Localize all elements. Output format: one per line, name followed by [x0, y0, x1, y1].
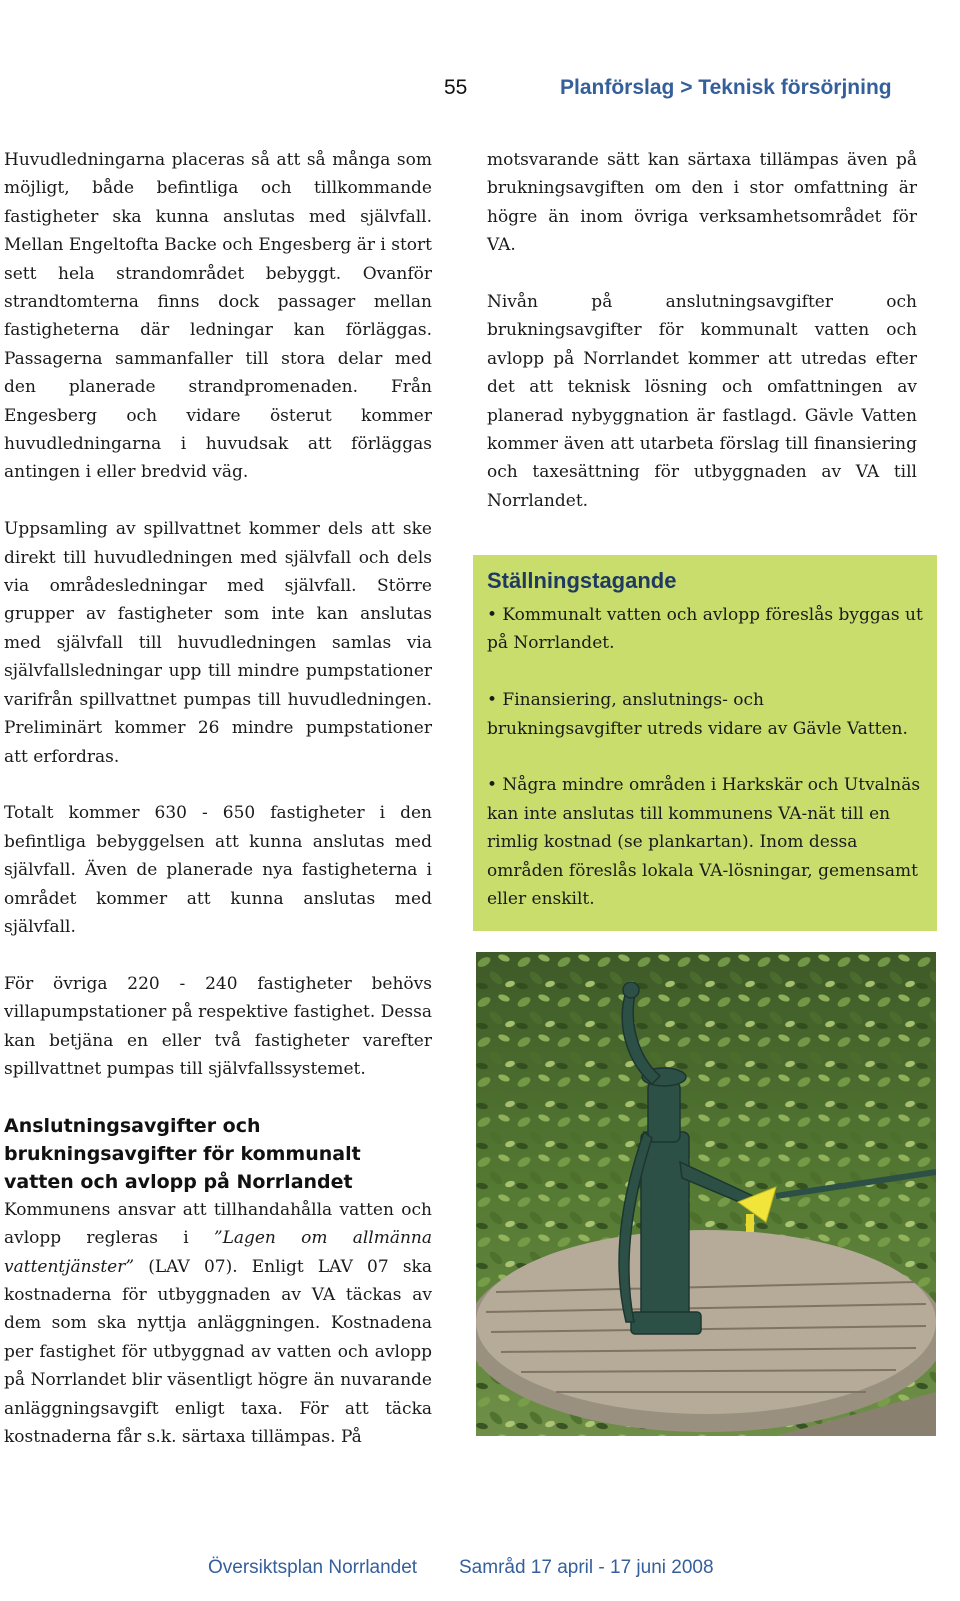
- left-paragraph-2: Uppsamling av spillvattnet kommer dels att ske direkt till huvudledningen med självfall och dels via områdesledningar med självfall. Större grupper av fastigheter som inte kan anslutas med självfall till huvudledningen samlas via självfallsledningar upp till mindre pumpstationer varifrån spillvattnet pumpas till huvudledningen. Preliminärt kommer 26 mindre pumpstationer att erfordras.: [4, 519, 432, 767]
- callout-box: [473, 555, 937, 931]
- page-number: 55: [444, 76, 468, 99]
- fees-subheading: Anslutningsavgifter och brukningsavgifter för kommunalt vatten och avlopp på Norrlandet: [4, 1114, 361, 1193]
- left-paragraph-5: [4, 1196, 432, 1452]
- p5-before: Kommunens ansvar att tillhandahålla vatten och avlopp regleras i: [4, 1199, 432, 1249]
- footer-document-title: Översiktsplan Norrlandet: [208, 1557, 418, 1578]
- left-paragraph-1: Huvudledningarna placeras så att så många som möjligt, både befintliga och tillkommande fastigheter ska kunna anslutas med självfall. Mellan Engeltofta Backe och Engesberg är i stort sett hela strandområdet bebyggt. Ovanför strandtomterna finns dock passager mellan fastigheterna där ledningar kan förläggas. Passagerna sammanfaller till stora delar med den planerade strandpromenaden. Från Engesberg och vidare österut kommer huvudledningarna i huvudsak att förläggas antingen i eller bredvid väg.: [4, 150, 432, 483]
- left-paragraph-4: För övriga 220 - 240 fastigheter behövs villapumpstationer på respektive fastighet. Dessa kan betjäna en eller två fastigheter varefter spillvattnet pumpas till självfallssystemet.: [4, 973, 432, 1079]
- right-column: [487, 146, 917, 544]
- callout-item: • Kommunalt vatten och avlopp föreslås byggas ut på Norrlandet.: [487, 605, 923, 654]
- footer-consultation-dates: Samråd 17 april - 17 juni 2008: [459, 1557, 714, 1578]
- water-pump-illustration: [476, 952, 936, 1436]
- right-paragraph-2: Nivån på anslutningsavgifter och brukningsavgifter för kommunalt vatten och avlopp på Norrlandet kommer att utredas efter det att teknisk lösning och omfattningen av planerad nybyggnation är fastlagd. Gävle Vatten kommer även att utarbeta förslag till finansiering och taxesättning för utbyggnaden av VA till Norrlandet.: [487, 292, 917, 511]
- callout-item: • Finansiering, anslutnings- och brukningsavgifter utreds vidare av Gävle Vatten.: [487, 690, 908, 739]
- left-paragraph-3: Totalt kommer 630 - 650 fastigheter i den befintliga bebyggelsen att kunna anslutas med självfall. Även de planerade nya fastigheterna i området kommer att kunna anslutas med självfall.: [4, 803, 432, 937]
- right-paragraph-1: motsvarande sätt kan särtaxa tillämpas även på brukningsavgiften om den i stor omfattning är högre än inom övriga verksamhetsområdet för VA.: [487, 150, 917, 256]
- water-pump-photo: [476, 952, 936, 1436]
- callout-item: • Några mindre områden i Harkskär och Utvalnäs kan inte anslutas till kommunens VA-nät till en rimlig kostnad (se plankartan). Inom dessa områden föreslås lokala VA-lösningar, gemensamt eller enskilt.: [487, 775, 921, 910]
- callout-title: Ställningstagande: [487, 568, 677, 593]
- section-title: Planförslag > Teknisk försörjning: [560, 76, 892, 99]
- p5-law-title: ”Lagen om allmänna vattentjänster”: [4, 1228, 432, 1277]
- p5-after: (LAV 07). Enligt LAV 07 ska kostnaderna för utbyggnaden av VA täckas av dem som ska nyttja anläggningen. Kostnadena per fastighet för utbyggnad av vatten och avlopp på Norrlandet blir väsentligt högre än nuvarande anläggningsavgift enligt taxa. För att täcka kostnaderna får s.k. särtaxa tillämpas. På: [4, 1256, 432, 1447]
- left-column: [4, 146, 432, 1480]
